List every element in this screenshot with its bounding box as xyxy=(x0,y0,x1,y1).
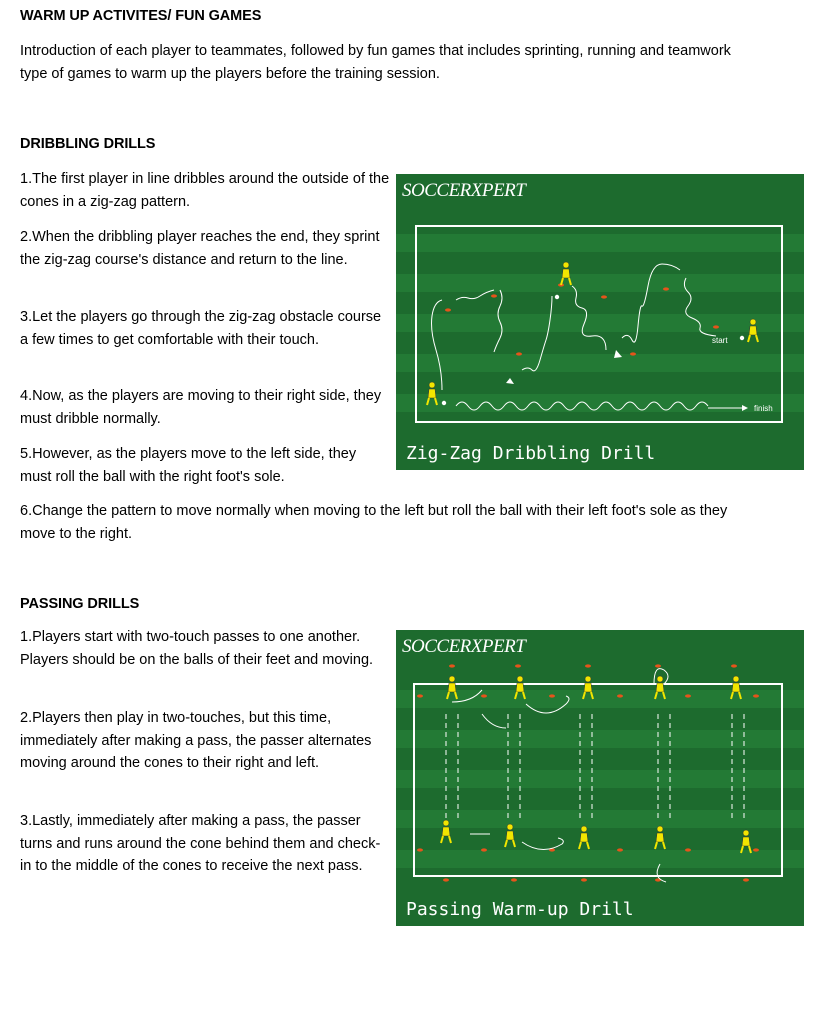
dribble-path xyxy=(456,290,494,300)
cone xyxy=(445,308,451,311)
cone xyxy=(491,294,497,297)
ball xyxy=(555,295,559,299)
dribble-paths xyxy=(432,264,743,410)
pitch-boundary xyxy=(416,226,782,422)
dribbling-step-5: 5.However, as the players move to the left side, they must roll the ball with the right foot's sole. xyxy=(20,446,357,485)
ball xyxy=(740,336,744,340)
dribbling-step-4: 4.Now, as the players are moving to their right side, they must dribble normally. xyxy=(20,388,382,427)
start-label: start xyxy=(712,336,728,345)
dribble-path xyxy=(494,290,502,352)
cone xyxy=(630,352,636,355)
player-group xyxy=(441,676,751,853)
arrowhead xyxy=(614,350,622,358)
dribble-path xyxy=(432,300,443,390)
cone xyxy=(516,352,522,355)
player xyxy=(427,382,437,405)
zigzag-caption: Zig-Zag Dribbling Drill xyxy=(406,443,656,464)
dribble-path xyxy=(572,286,606,350)
dribble-path xyxy=(684,278,716,336)
passing-caption: Passing Warm-up Drill xyxy=(406,899,634,920)
pitch-boundary xyxy=(414,684,782,876)
dribbling-heading: DRIBBLING DRILLS xyxy=(20,136,156,152)
dribbling-step-2: 2.When the dribbling player reaches the end, they sprint the zig-zag course's distance and return to the line. xyxy=(20,229,380,268)
arrowhead xyxy=(742,405,748,411)
dribble-path xyxy=(622,264,680,342)
player xyxy=(561,262,571,285)
zigzag-diagram xyxy=(396,174,804,470)
soccerxpert-logo: SOCCERXPERT xyxy=(402,180,526,201)
ball-group xyxy=(442,295,744,405)
pass-lines xyxy=(446,714,744,820)
dribble-path-bottom xyxy=(456,402,708,410)
cone-group xyxy=(445,283,719,355)
passing-step-1: 1.Players start with two-touch passes to one another. Players should be on the balls of their feet and moving. xyxy=(20,629,374,668)
dribbling-step-6: 6.Change the pattern to move normally when moving to the left but roll the ball with their left foot's sole as they move to the right. xyxy=(20,503,728,542)
passing-diagram xyxy=(396,630,804,926)
warmup-text: Introduction of each player to teammates, followed by fun games that includes sprinting, running and teamwork type of games to warm up the players before the training session. xyxy=(20,43,731,82)
cone xyxy=(713,325,719,328)
player xyxy=(748,319,758,342)
arrowhead xyxy=(506,378,514,384)
player-group xyxy=(427,262,758,405)
dribbling-step-1: 1.The first player in line dribbles around the outside of the cones in a zig-zag pattern. xyxy=(20,171,390,210)
passing-heading: PASSING DRILLS xyxy=(20,596,140,612)
zigzag-dribbling-figure xyxy=(396,174,804,470)
cone xyxy=(663,287,669,290)
finish-label: finish xyxy=(754,404,773,413)
warmup-heading: WARM UP ACTIVITES/ FUN GAMES xyxy=(20,8,262,24)
passing-step-3: 3.Lastly, immediately after making a pass, the passer turns and runs around the cone behind them and check-in to the middle of the cones to receive the next pass. xyxy=(20,813,381,874)
dribble-path xyxy=(522,296,552,371)
passing-warmup-figure xyxy=(396,630,804,926)
cone xyxy=(601,295,607,298)
dribbling-step-3: 3.Let the players go through the zig-zag obstacle course a few times to get comfortable with their touch. xyxy=(20,309,382,348)
soccerxpert-logo: SOCCERXPERT xyxy=(402,636,526,657)
ball xyxy=(442,401,446,405)
passing-step-2: 2.Players then play in two-touches, but this time, immediately after making a pass, the passer alternates moving around the cones to their right and left. xyxy=(20,710,372,771)
